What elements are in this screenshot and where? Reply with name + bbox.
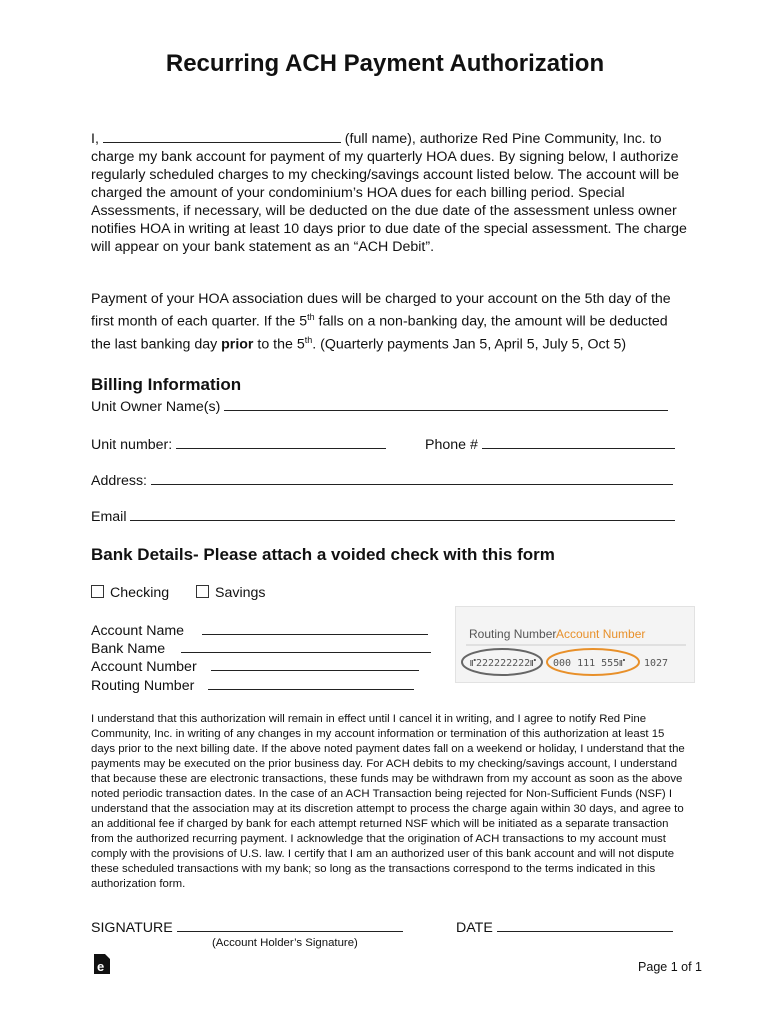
bank-name-field[interactable] bbox=[181, 639, 431, 653]
terms-paragraph: I understand that this authorization will remain in effect until I cancel it in writing, and I agree to notify Red Pine Community, Inc. in writing of any changes in my account information or termination of this authorization at least 15 days prior to the next billing date. If the above noted payment dates fall on a weekend or holiday, I understand that the payments may be executed on the prior business day. For ACH debits to my checking/savings account, I understand that because these are electronic transactions, these funds may be withdrawn from my account as soon as the above noted periodic transaction dates. In the case of an ACH Transaction being rejected for Non-Sufficient Funds (NSF) I understand that the association may at its discretion attempt to process the charge again within 30 days, and agree to an additional fee if charged by bank for each attempt returned NSF which will be initiated as a separate transaction from the authorized recurring payment. I acknowledge that the origination of ACH transactions to my account must comply with the provisions of U.S. law. I certify that I am an authorized user of this bank account and will not dispute these scheduled transactions with my bank; so long as the transactions correspond to the terms indicated in this authorization form. bbox=[91, 713, 685, 890]
date-field[interactable] bbox=[497, 918, 673, 932]
payment-text-3: to the 5 bbox=[253, 336, 305, 353]
routing-number-row bbox=[91, 676, 414, 694]
date-row bbox=[456, 918, 673, 936]
sample-check-image bbox=[455, 606, 695, 683]
signature-note: (Account Holder’s Signature) bbox=[212, 937, 358, 949]
phone-row bbox=[425, 435, 675, 453]
date-label: DATE bbox=[456, 920, 493, 936]
unit-number-label: Unit number: bbox=[91, 437, 173, 453]
account-name-field[interactable] bbox=[202, 621, 428, 635]
page-number: Page 1 of 1 bbox=[638, 960, 702, 974]
savings-checkbox[interactable] bbox=[196, 585, 209, 598]
bank-name-row bbox=[91, 639, 431, 657]
check-micr-account: 000 111 555⑈ bbox=[553, 658, 626, 669]
savings-label: Savings bbox=[215, 585, 266, 601]
unit-owner-field[interactable] bbox=[224, 397, 668, 411]
payment-paragraph bbox=[91, 290, 691, 353]
phone-label: Phone # bbox=[425, 437, 478, 453]
routing-number-label: Routing Number bbox=[91, 678, 195, 694]
email-field[interactable] bbox=[130, 507, 675, 521]
account-number-label: Account Number bbox=[91, 659, 197, 675]
full-name-field[interactable] bbox=[103, 129, 341, 143]
unit-owner-label: Unit Owner Name(s) bbox=[91, 399, 221, 415]
account-name-label: Account Name bbox=[91, 623, 185, 639]
check-routing-label: Routing Number bbox=[469, 627, 557, 641]
bank-name-label: Bank Name bbox=[91, 641, 166, 657]
billing-heading: Billing Information bbox=[91, 375, 242, 394]
email-row bbox=[91, 507, 675, 525]
intro-suffix: (full name), authorize Red Pine Community, Inc. bbox=[344, 131, 646, 147]
intro-rest: to charge my bank account for payment of my quarterly HOA dues. By signing below, I authorize regularly scheduled charges to my checking/savings account listed below. The account will be charged the amount of your condominium’s HOA dues for each billing period. Special Assessments, if necessary, will be deducted on the due date of the assessment unless owner notifies HOA in writing at least 10 days prior to due date of the special assessment. The charge will appear on your bank statement as an “ACH Debit”. bbox=[91, 131, 687, 255]
address-label: Address: bbox=[91, 473, 147, 489]
payment-text-4: . (Quarterly payments Jan 5, April 5, July 5, Oct 5) bbox=[312, 336, 627, 353]
address-field[interactable] bbox=[151, 471, 673, 485]
unit-owner-row bbox=[91, 397, 668, 415]
address-row bbox=[91, 471, 673, 489]
unit-number-field[interactable] bbox=[176, 435, 386, 449]
unit-number-row bbox=[91, 435, 386, 453]
checking-label: Checking bbox=[110, 585, 170, 601]
page-title: Recurring ACH Payment Authorization bbox=[165, 50, 605, 77]
signature-row bbox=[91, 918, 403, 936]
sample-check-graphic bbox=[456, 607, 694, 682]
payment-text-1: Payment of your HOA association dues will be charged to your account on the 5th day of the first month of each quarter. If the 5 bbox=[91, 291, 671, 330]
bank-heading: Bank Details- Please attach a voided check with this form bbox=[91, 545, 555, 564]
payment-bold: prior bbox=[221, 336, 254, 353]
check-micr-check: 1027 bbox=[644, 658, 669, 669]
account-name-row bbox=[91, 621, 428, 639]
intro-prefix: I, bbox=[91, 131, 99, 147]
payment-sup-2: th bbox=[304, 334, 313, 345]
routing-number-field[interactable] bbox=[208, 676, 414, 690]
checking-option[interactable] bbox=[91, 585, 169, 601]
eforms-logo-icon bbox=[92, 952, 112, 976]
savings-option[interactable] bbox=[196, 585, 265, 601]
checking-checkbox[interactable] bbox=[91, 585, 104, 598]
payment-sup-1: th bbox=[307, 312, 315, 322]
account-number-row bbox=[91, 657, 419, 675]
check-account-label: Account Number bbox=[556, 627, 646, 641]
authorization-paragraph bbox=[91, 129, 691, 256]
payment-text-2: falls on a non-banking day, the amount will be deducted the last banking day bbox=[91, 313, 668, 353]
email-label: Email bbox=[91, 509, 127, 525]
phone-field[interactable] bbox=[482, 435, 675, 449]
signature-field[interactable] bbox=[177, 918, 403, 932]
check-micr-routing: ⑈222222222⑈ bbox=[470, 658, 537, 669]
signature-label: SIGNATURE bbox=[91, 920, 173, 936]
logo-letter: e bbox=[97, 959, 105, 974]
account-number-field[interactable] bbox=[211, 657, 419, 671]
